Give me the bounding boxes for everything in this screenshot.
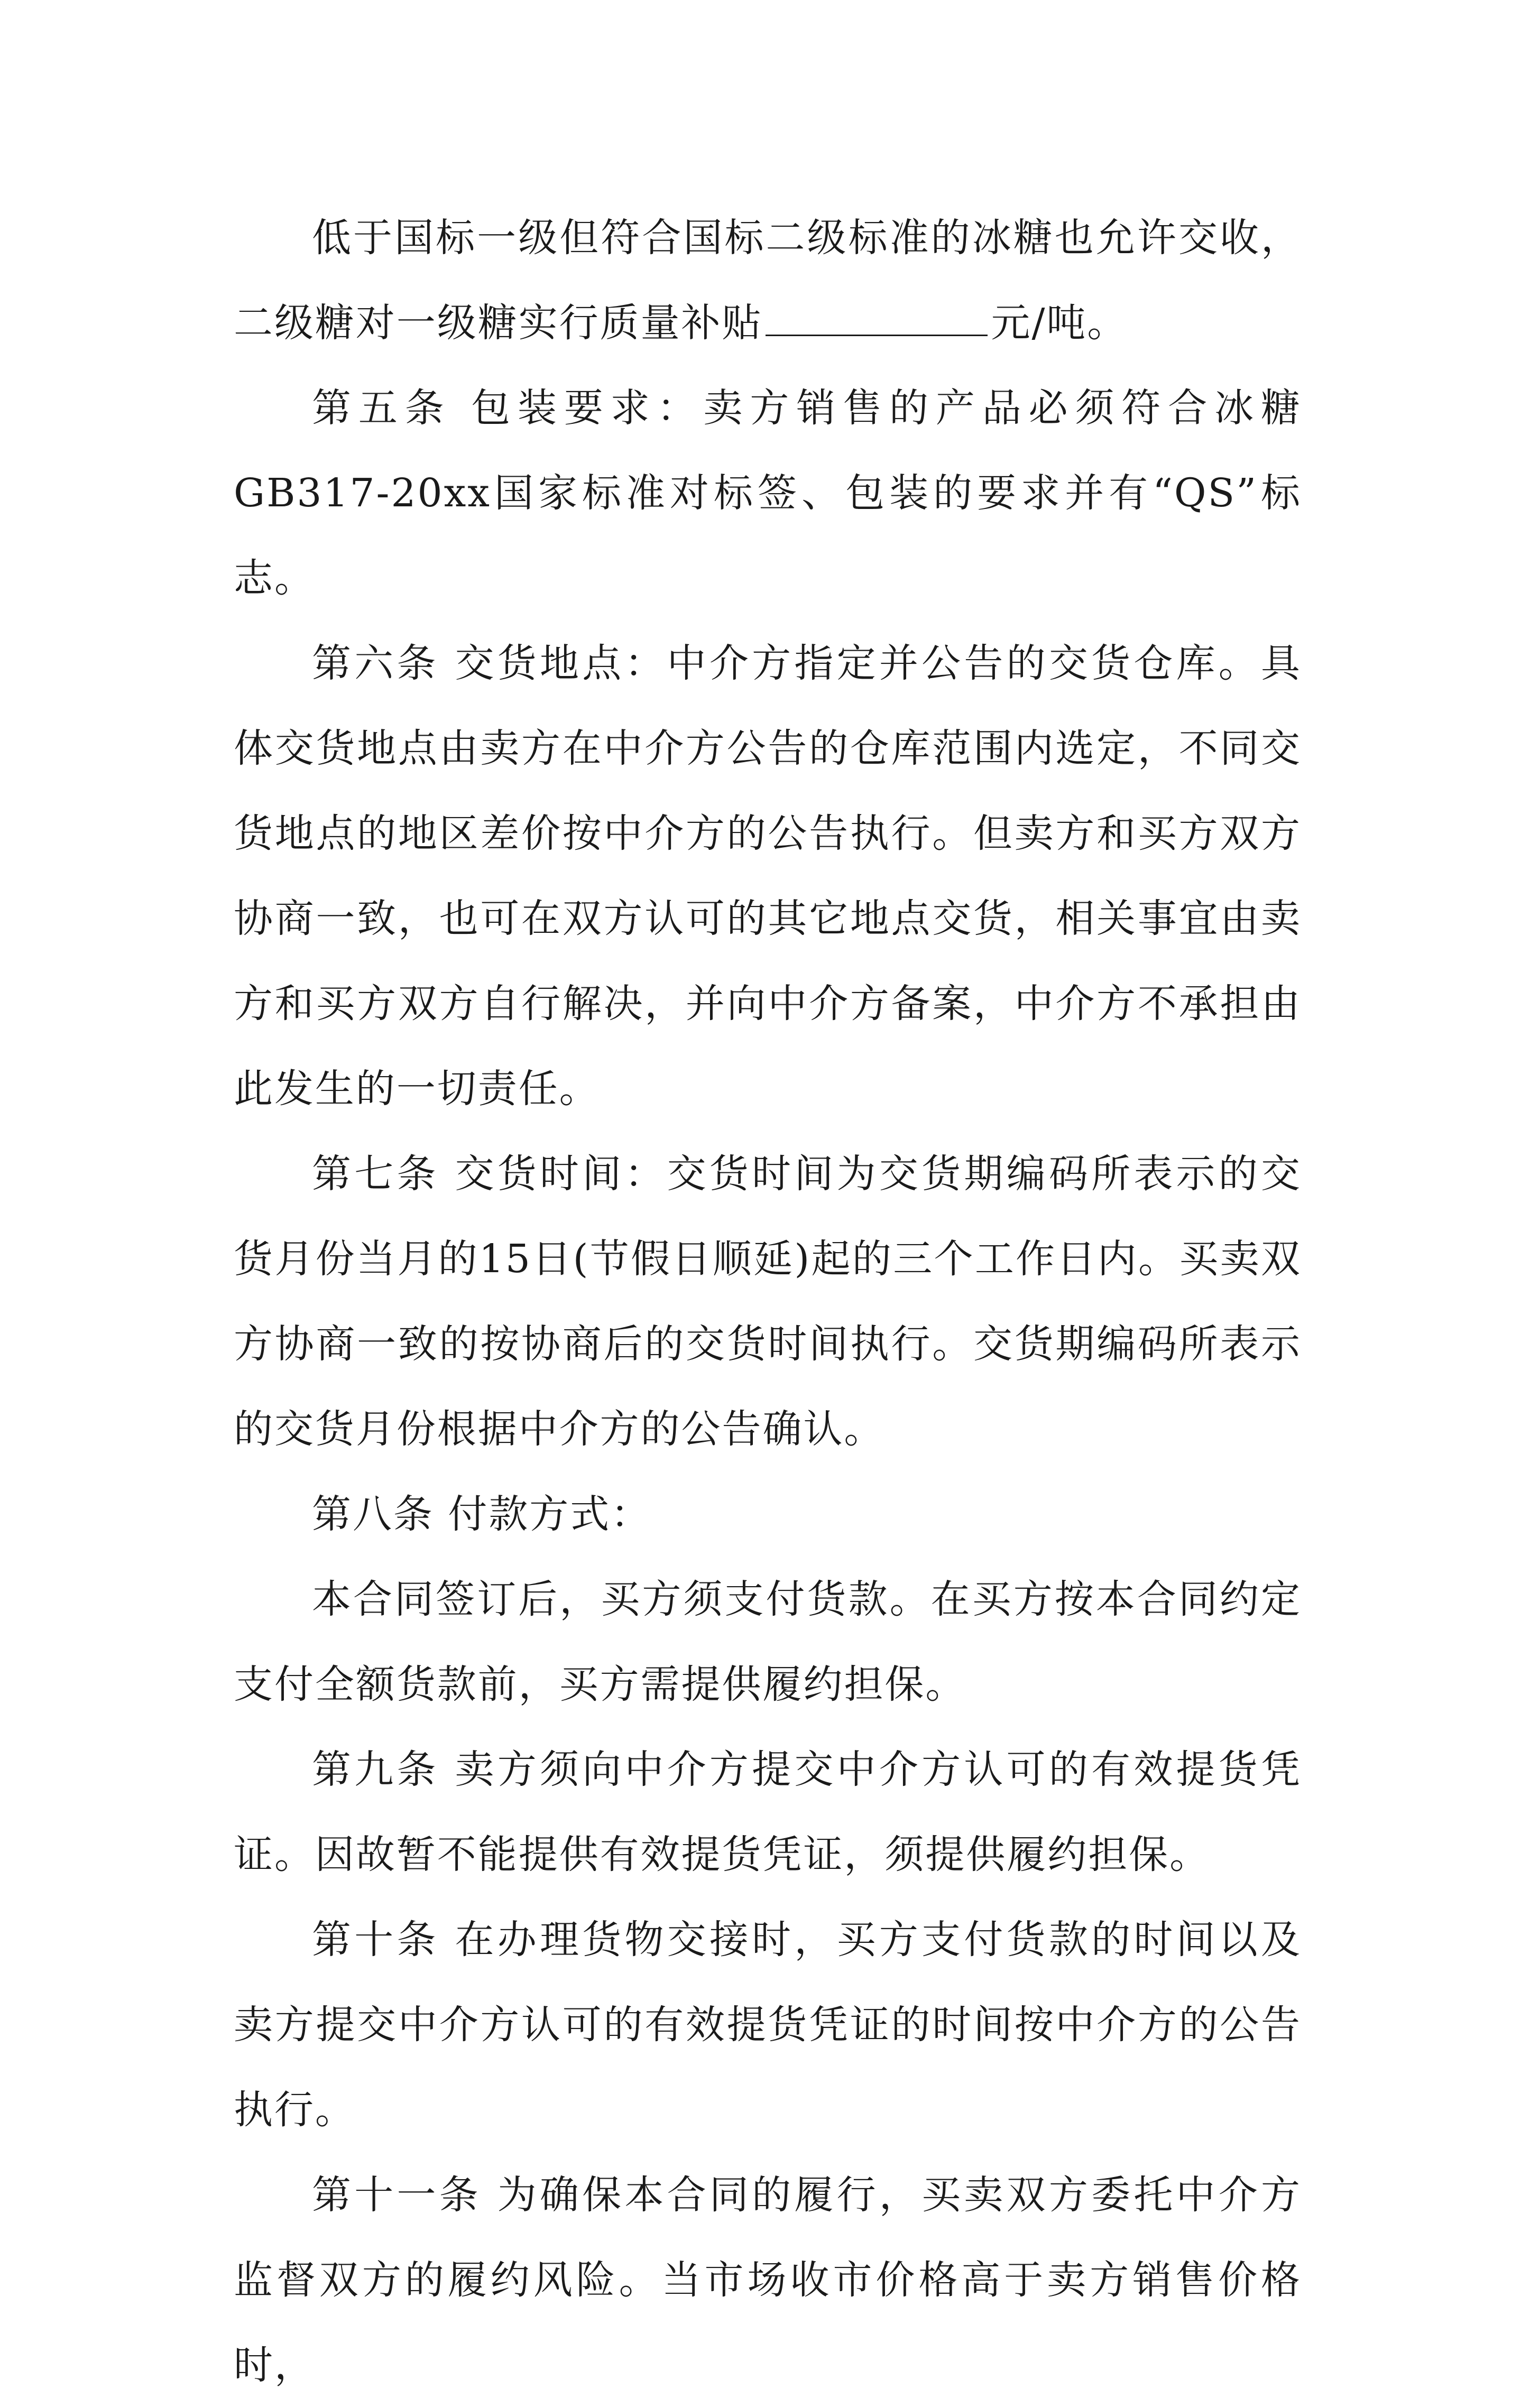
paragraph-article-5: 第五条 包装要求：卖方销售的产品必须符合冰糖GB317-20xx国家标准对标签、包装的要求并有“QS”标志。 [234, 385, 1302, 601]
subsidy-amount-blank [766, 299, 988, 336]
paragraph-payment: 本合同签订后，买方须支付货款。在买方按本合同约定支付全额货款前，买方需提供履约担保。 [234, 1577, 1302, 1707]
paragraph-article-7: 第七条 交货时间：交货时间为交货期编码所表示的交货月份当月的15日(节假日顺延)起的三个工作日内。买卖双方协商一致的按协商后的交货时间执行。交货期编码所表示的交货月份根据中介方的公告确认。 [234, 1151, 1302, 1452]
quality-subsidy-text: 低于国标一级但符合国标二级标准的冰糖也允许交收，二级糖对一级糖实行质量补贴 [234, 215, 1302, 346]
paragraph-article-9: 第九条 卖方须向中介方提交中介方认可的有效提货凭证。因故暂不能提供有效提货凭证，须提供履约担保。 [234, 1747, 1302, 1877]
document-body [234, 196, 1302, 2408]
paragraph-article-6: 第六条 交货地点：中介方指定并公告的交货仓库。具体交货地点由卖方在中介方公告的仓库范围内选定，不同交货地点的地区差价按中介方的公告执行。但卖方和买方双方协商一致，也可在双方认可的其它地点交货，相关事宜由卖方和买方双方自行解决，并向中介方备案，中介方不承担由此发生的一切责任。 [234, 641, 1302, 1112]
paragraph-article-8: 第八条 付款方式： [312, 1492, 652, 1537]
paragraph-quality-subsidy [234, 196, 1302, 366]
paragraph-article-10: 第十条 在办理货物交接时，买方支付货款的时间以及卖方提交中介方认可的有效提货凭证的时间按中介方的公告执行。 [234, 1917, 1302, 2133]
subsidy-unit-text: 元/吨。 [991, 300, 1128, 346]
paragraph-article-11: 第十一条 为确保本合同的履行，买卖双方委托中介方监督双方的履约风险。当市场收市价格高于卖方销售价格时， [234, 2172, 1302, 2388]
